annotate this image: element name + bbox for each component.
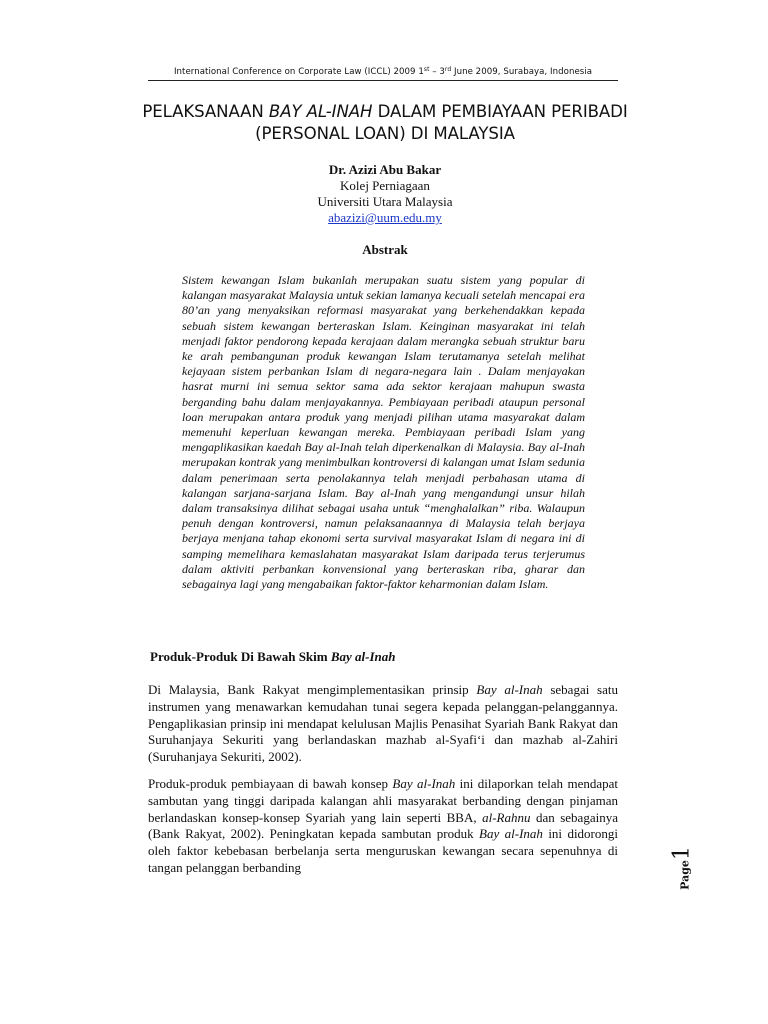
section-heading-prefix: Produk-Produk Di Bawah Skim bbox=[150, 649, 331, 664]
running-header-mid: – 3 bbox=[429, 67, 445, 77]
author-affiliation-university: Universiti Utara Malaysia bbox=[317, 194, 453, 209]
running-header-sup-rd: rd bbox=[444, 66, 452, 73]
p2-text-1: Produk-produk pembiayaan di bawah konsep bbox=[148, 776, 393, 791]
author-affiliation-college: Kolej Perniagaan bbox=[340, 178, 430, 193]
paper-title bbox=[120, 101, 650, 145]
author-name: Dr. Azizi Abu Bakar bbox=[328, 162, 442, 177]
author-block bbox=[200, 162, 570, 226]
p2-text-2: ini dilaporkan telah mendapat sambutan yang tinggi daripada kalangan ahli masyarakat berbanding dengan pinjaman berlandaskan konsep-konsep Syariah yang lain seperti BBA, bbox=[148, 776, 618, 825]
title-italic: BAY AL-INAH bbox=[268, 102, 373, 121]
running-header-prefix: International Conference on Corporate Law (ICCL) 2009 1 bbox=[173, 67, 424, 77]
abstract-heading: Abstrak bbox=[362, 242, 408, 257]
p2-italic-2: al-Rahnu bbox=[482, 809, 531, 825]
body-paragraph-2 bbox=[148, 776, 618, 877]
p2-italic-1: Bay al-Inah bbox=[392, 776, 456, 791]
p2-text-3: dan sebagainya (Bank Rakyat, 2002). Peningkatan kepada sambutan produk bbox=[148, 809, 618, 842]
page-number: 1 bbox=[669, 846, 695, 861]
p1-text-1: Di Malaysia, Bank Rakyat mengimplementasikan prinsip bbox=[148, 682, 477, 697]
page-number-rotated bbox=[670, 846, 695, 890]
section-heading bbox=[150, 649, 620, 665]
body-paragraph-1 bbox=[148, 682, 618, 766]
p2-italic-3: Bay al-Inah bbox=[479, 826, 543, 842]
page-label: Page bbox=[678, 860, 692, 890]
running-header-sup-st: st bbox=[423, 66, 430, 73]
title-part1: PELAKSANAAN bbox=[142, 102, 269, 121]
running-header-suffix: June 2009, Surabaya, Indonesia bbox=[451, 67, 593, 77]
author-email-link[interactable]: abazizi@uum.edu.my bbox=[328, 210, 442, 225]
p1-text-2: sebagai satu instrumen yang menawarkan kemudahan tunai segera kepada pelanggan-pelanggannya. Pengaplikasian prinsip ini mendapat kelulusan Majlis Penasihat Syariah Bank Rakyat dan Suruhanjaya Sekuriti yang berlandaskan mazhab al-Syafi‘i dan mazhab al-Zahiri (Suruhanjaya Sekuriti, 2002). bbox=[148, 682, 618, 765]
p1-italic-1: Bay al-Inah bbox=[476, 682, 543, 697]
title-part2: DALAM PEMBIAYAAN PERIBADI (PERSONAL LOAN) DI MALAYSIA bbox=[255, 102, 628, 143]
abstract-body: Sistem kewangan Islam bukanlah merupakan suatu sistem yang popular di kalangan masyarakat Malaysia untuk sekian lamanya kecuali setelah mencapai era 80’an yang menyaksikan reformasi masyarakat yang berkehendakkan kepada sebuah sistem kewangan berteraskan Islam. Keinginan masyarakat ini telah menjadi faktor pendorong kepada kerajaan dalam merangka sebuah struktur baru ke arah pembangunan produk kewangan Islam terutamanya setelah melihat kejayaan sistem perbankan Islam di negara-negara lain . Dalam menjayakan hasrat murni ini semua sektor sama ada sektor kerajaan mahupun swasta berganding bahu dalam menjayakannya. Pembiayaan peribadi ataupun personal loan merupakan antara produk yang menjadi pilihan utama masyarakat dalam memenuhi keperluan kewangan mereka. Pembiayaan peribadi Islam yang mengaplikasikan kaedah Bay al-Inah telah diperkenalkan di Malaysia. Bay al-Inah merupakan kontrak yang menimbulkan kontroversi di kalangan umat Islam sedunia dalam penerimaan serta penolakannya telah menjadi perbahasan utama di kalangan sarjana-sarjana Islam. Bay al-Inah yang mengandungi unsur hilah dalam transaksinya dilihat sebagai usaha untuk “menghalalkan” riba. Walaupun penuh dengan kontroversi, namun pelaksanaannya di Malaysia telah berjaya berjaya menjana tahap ekonomi serta survival masyarakat Islam di negara ini di samping memelihara kemaslahatan masyarakat Islam daripada terus terjerumus dalam aktiviti perbankan konvensional yang berteraskan riba, gharar dan sebagainya lagi yang mengabaikan faktor-faktor keharmonian dalam Islam. bbox=[182, 273, 585, 592]
section-heading-italic: Bay al-Inah bbox=[330, 649, 396, 664]
running-header bbox=[148, 66, 618, 77]
header-rule bbox=[148, 80, 618, 81]
p2-text-4: ini didorongi oleh faktor kebebasan berbelanja serta menguruskan kewangan secara sepenuhnya di tangan pelanggan berbanding bbox=[148, 826, 618, 875]
page-number-marker bbox=[669, 846, 695, 890]
